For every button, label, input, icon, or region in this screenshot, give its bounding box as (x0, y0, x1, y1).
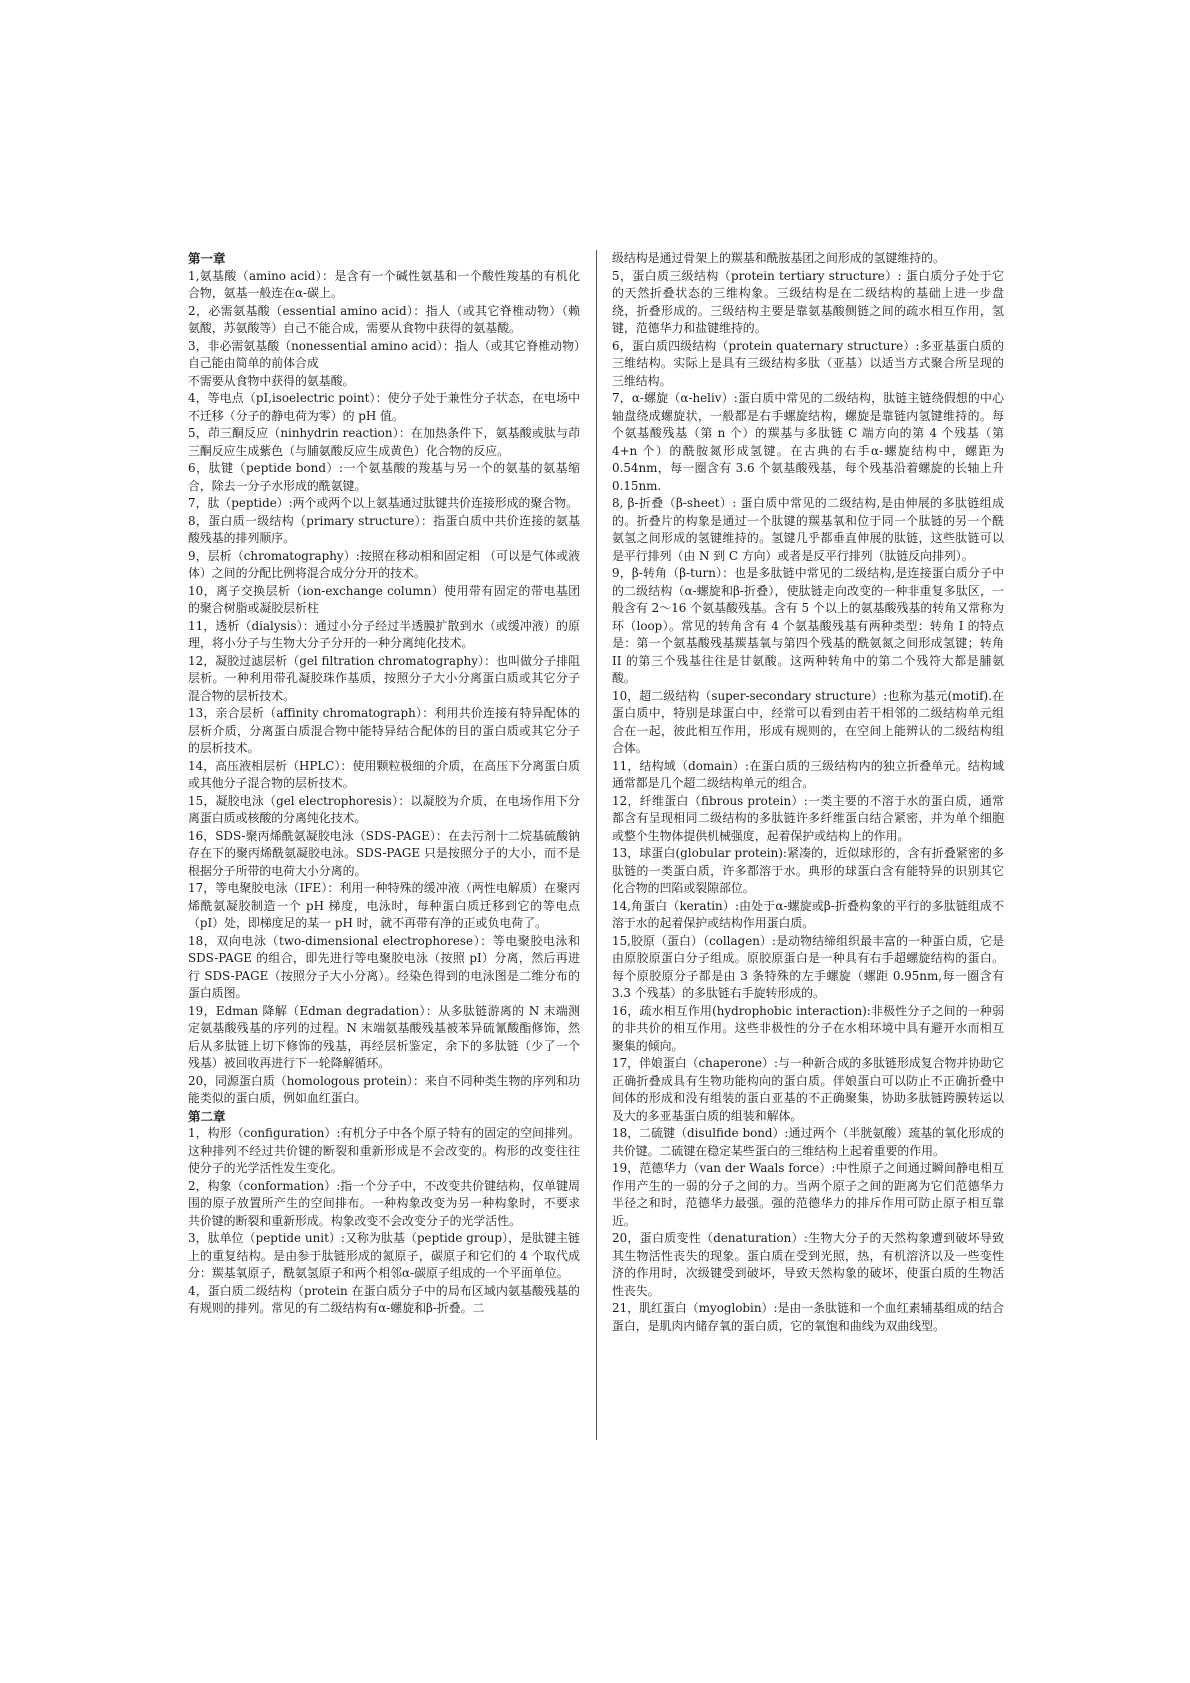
definition-paragraph: 13，亲合层析（affinity chromatograph）：利用共价连接有特异配体的层析介质，分离蛋白质混合物中能特异结合配体的目的蛋白质或其它分子的层析技术。 (188, 706, 580, 755)
definition-paragraph: 18，双向电泳（two-dimensional electrophorese）：等电聚胶电泳和 SDS-PAGE 的组合，即先进行等电聚胶电泳（按照 pI）分离，然后再进行 SDS-PAGE（按照分子大小分离）。经染色得到的电泳图是二维分布的蛋白质图。 (188, 933, 580, 1000)
definition-paragraph: 18，二硫键（disulfide bond）:通过两个（半胱氨酸）巯基的氧化形成的共价键。二硫键在稳定某些蛋白的三维结构上起着重要的作用。 (612, 1126, 1004, 1158)
definition-paragraph: 10，超二级结构（super-secondary structure）:也称为基元(motif).在蛋白质中，特别是球蛋白中，经常可以看到由若干相邻的二级结构单元组合在一起，彼此相互作用，形成有规则的，在空间上能辨认的二级结构组合体。 (612, 688, 1004, 755)
definition-paragraph: 7，α-螺旋（α-heliv）:蛋白质中常见的二级结构，肽链主链绕假想的中心轴盘绕成螺旋状，一般都是右手螺旋结构，螺旋是靠链内氢键维持的。每个氨基酸残基（第 n 个）的羰基与多肽链 C 端方向的第 4 个残基（第 4+n 个）的酰胺氮形成氢键。在古典的右手α-螺旋结构中，螺距为 0.54nm，每一圈含有 3.6 个氨基酸残基，每个残基沿着螺旋的长轴上升 0.15nm. (612, 391, 1004, 493)
definition-paragraph: 9，层析（chromatography）:按照在移动相和固定相 （可以是气体或液体）之间的分配比例将混合成分分开的技术。 (188, 548, 580, 580)
definition-paragraph: 12，纤维蛋白（fibrous protein）:一类主要的不溶于水的蛋白质，通常都含有呈现相同二级结构的多肽链许多纤维蛋白结合紧密，并为单个细胞或整个生物体提供机械强度，起着保护或结构上的作用。 (612, 793, 1004, 843)
definition-paragraph: 6，肽键（peptide bond）:一个氨基酸的羧基与另一个的氨基的氨基缩合，除去一分子水形成的酰氨键。 (188, 461, 580, 493)
chapter-heading: 第二章 (188, 1108, 226, 1124)
definition-paragraph: 20，同源蛋白质（homologous protein）：来自不同种类生物的序列和功能类似的蛋白质，例如血红蛋白。 (188, 1073, 580, 1105)
definition-paragraph: 8，蛋白质一级结构（primary structure）：指蛋白质中共价连接的氨基酸残基的排列顺序。 (188, 513, 580, 545)
definition-paragraph: 2，必需氨基酸（essential amino acid）：指人（或其它脊椎动物）（赖氨酸，苏氨酸等）自己不能合成，需要从食物中获得的氨基酸。 (188, 303, 580, 335)
definition-paragraph: 14，高压液相层析（HPLC）：使用颗粒极细的介质，在高压下分离蛋白质或其他分子混合物的层析技术。 (188, 758, 580, 790)
definition-paragraph: 11，透析（dialysis）：通过小分子经过半透膜扩散到水（或缓冲液）的原理，将小分子与生物大分子分开的一种分离纯化技术。 (188, 618, 580, 650)
definition-paragraph: 3，非必需氨基酸（nonessential amino acid）：指人（或其它脊椎动物）自己能由简单的前体合成 (188, 338, 580, 370)
definition-paragraph: 4，等电点（pI,isoelectric point）：使分子处于兼性分子状态，在电场中不迁移（分子的静电荷为零）的 pH 值。 (188, 391, 580, 423)
definition-paragraph: 17，等电聚胶电泳（IFE）：利用一种特殊的缓冲液（两性电解质）在聚丙烯酰氨凝胶制造一个 pH 梯度，电泳时，每种蛋白质迁移到它的等电点（pI）处，即梯度足的某一 pH 时，就不再带有净的正或负电荷了。 (188, 881, 580, 930)
definition-paragraph: 15,胶原（蛋白）（collagen）:是动物结缔组织最丰富的一种蛋白质，它是由原胶原蛋白分子组成。原胶原蛋白是一种具有右手超螺旋结构的蛋白。每个原胶原分子都是由 3 条特殊的左手螺旋（螺距 0.95nm,每一圈含有 3.3 个残基）的多肽链右手旋转形成的。 (612, 933, 1004, 1000)
column-divider (596, 250, 597, 1440)
definition-paragraph: 16，疏水相互作用(hydrophobic interaction):非极性分子之间的一种弱的非共价的相互作用。这些非极性的分子在水相环境中具有避开水而相互聚集的倾向。 (612, 1003, 1004, 1053)
definition-paragraph: 12，凝胶过滤层析（gel filtration chromatography）：也叫做分子排阻层析。一种利用带孔凝胶珠作基质，按照分子大小分离蛋白质或其它分子混合物的层析技术。 (188, 653, 580, 703)
definition-paragraph: 21，肌红蛋白（myoglobin）:是由一条肽链和一个血红素辅基组成的结合蛋白，是肌肉内储存氧的蛋白质，它的氧饱和曲线为双曲线型。 (612, 1301, 1004, 1333)
definition-paragraph: 20，蛋白质变性（denaturation）:生物大分子的天然构象遭到破坏导致其生物活性丧失的现象。蛋白质在受到光照，热，有机溶济以及一些变性济的作用时，次级键受到破坏，导致天然构象的破坏，使蛋白质的生物活性丧失。 (612, 1231, 1004, 1298)
definition-paragraph: 11，结构域（domain）:在蛋白质的三级结构内的独立折叠单元。结构域通常都是几个超二级结构单元的组合。 (612, 758, 1004, 790)
definition-paragraph: 1,氨基酸（amino acid）：是含有一个碱性氨基和一个酸性羧基的有机化合物，氨基一般连在α-碳上。 (188, 268, 580, 300)
definition-paragraph: 7，肽（peptide）:两个或两个以上氨基通过肽键共价连接形成的聚合物。 (188, 496, 578, 510)
definition-paragraph: 13，球蛋白(globular protein):紧凑的，近似球形的，含有折叠紧密的多肽链的一类蛋白质，许多都溶于水。典形的球蛋白含有能特异的识别其它化合物的凹陷或裂隙部位。 (612, 846, 1004, 895)
definition-paragraph: 14,角蛋白（keratin）:由处于α-螺旋或β-折叠构象的平行的多肽链组成不溶于水的起着保护或结构作用蛋白质。 (612, 898, 1004, 930)
definition-paragraph: 4，蛋白质二级结构（protein 在蛋白质分子中的局布区域内氨基酸残基的有规则的排列。常见的有二级结构有α-螺旋和β-折叠。二 (188, 1283, 580, 1315)
definition-paragraph: 19，范德华力（van der Waals force）:中性原子之间通过瞬间静电相互作用产生的一弱的分子之间的力。当两个原子之间的距离为它们范德华力半径之和时，范德华力最强。强的范德华力的排斥作用可防止原子相互靠近。 (612, 1161, 1004, 1228)
definition-paragraph: 1，构形（configuration）:有机分子中各个原子特有的固定的空间排列。这种排列不经过共价键的断裂和重新形成是不会改变的。构形的改变往往使分子的光学活性发生变化。 (188, 1126, 580, 1175)
definition-paragraph: 级结构是通过骨架上的羰基和酰胺基团之间形成的氢键维持的。 (612, 251, 945, 265)
definition-paragraph: 16，SDS-聚丙烯酰氨凝胶电泳（SDS-PAGE）：在去污剂十二烷基硫酸钠存在下的聚丙烯酰氨凝胶电泳。SDS-PAGE 只是按照分子的大小，而不是根据分子所带的电荷大小分离的。 (188, 828, 580, 878)
definition-paragraph: 不需要从食物中获得的氨基酸。 (188, 373, 355, 388)
definition-paragraph: 15，凝胶电泳（gel electrophoresis）：以凝胶为介质，在电场作用下分离蛋白质或核酸的分离纯化技术。 (188, 793, 580, 825)
definition-paragraph: 19，Edman 降解（Edman degradation）：从多肽链游离的 N 末端测定氨基酸残基的序列的过程。N 末端氨基酸残基被苯异硫氰酸酯修饰，然后从多肽链上切下修饰的残基，再经层析鉴定，余下的多肽链（少了一个残基）被回收再进行下一轮降解循环。 (188, 1003, 580, 1070)
definition-paragraph: 5，茚三酮反应（ninhydrin reaction）：在加热条件下，氨基酸或肽与茚三酮反应生成紫色（与脯氨酸反应生成黄色）化合物的反应。 (188, 426, 580, 458)
chapter-heading: 第一章 (188, 251, 226, 266)
definition-paragraph: 9，β-转角（β-turn）：也是多肽链中常见的二级结构,是连接蛋白质分子中的二级结构（α-螺旋和β-折叠），使肽链走向改变的一种非重复多肽区，一般含有 2～16 个氨基酸残基。含有 5 个以上的氨基酸残基的转角又常称为环（loop）。常见的转角含有 4 个氨基酸残基有两种类型：转角 I 的特点是：第一个氨基酸残基羰基氧与第四个残基的酰氨氮之间形成氢键；转角 II 的第三个残基往往是甘氨酸。这两种转角中的第二个残符大都是脯氨酸。 (612, 566, 1004, 685)
definition-paragraph: 2，构象（conformation）:指一个分子中，不改变共价键结构，仅单键周围的原子放置所产生的空间排布。一种构象改变为另一种构象时，不要求共价键的断裂和重新形成。构象改变不会改变分子的光学活性。 (188, 1178, 580, 1228)
document-page (188, 250, 1024, 1570)
definition-paragraph: 10，离子交换层析（ion-exchange column）使用带有固定的带电基团的聚合树脂或凝胶层析柱 (188, 583, 580, 615)
definition-paragraph: 3，肽单位（peptide unit）:又称为肽基（peptide group），是肽键主链上的重复结构。是由参于肽链形成的氮原子，碳原子和它们的 4 个取代成分：羰基氧原子，酰氨氢原子和两个相邻α-碳原子组成的一个平面单位。 (188, 1231, 580, 1280)
definition-paragraph: 6，蛋白质四级结构（protein quaternary structure）:多亚基蛋白质的三维结构。实际上是具有三级结构多肽（亚基）以适当方式聚合所呈现的三维结构。 (612, 338, 1004, 388)
definition-paragraph: 17，伴娘蛋白（chaperone）:与一种新合成的多肽链形成复合物并协助它正确折叠成具有生物功能构向的蛋白质。伴娘蛋白可以防止不正确折叠中间体的形成和没有组装的蛋白亚基的不正确聚集，协助多肽链跨膜转运以及大的多亚基蛋白质的组装和解体。 (612, 1056, 1004, 1123)
definition-paragraph: 5，蛋白质三级结构（protein tertiary structure）: 蛋白质分子处于它的天然折叠状态的三维构象。三级结构是在二级结构的基础上进一步盘绕，折叠形成的。三级结构主要是靠氨基酸侧链之间的疏水相互作用，氢键，范德华力和盐键维持的。 (612, 268, 1004, 335)
right-column (612, 250, 1004, 1335)
left-column (188, 250, 580, 1318)
definition-paragraph: 8, β-折叠（β-sheet）: 蛋白质中常见的二级结构,是由伸展的多肽链组成的。折叠片的构象是通过一个肽键的羰基氧和位于同一个肽链的另一个酰氨氢之间形成的氢键维持的。氢键几乎都垂直伸展的肽链，这些肽链可以是平行排列（由 N 到 C 方向）或者是反平行排列（肽链反向排列）。 (612, 496, 1004, 563)
